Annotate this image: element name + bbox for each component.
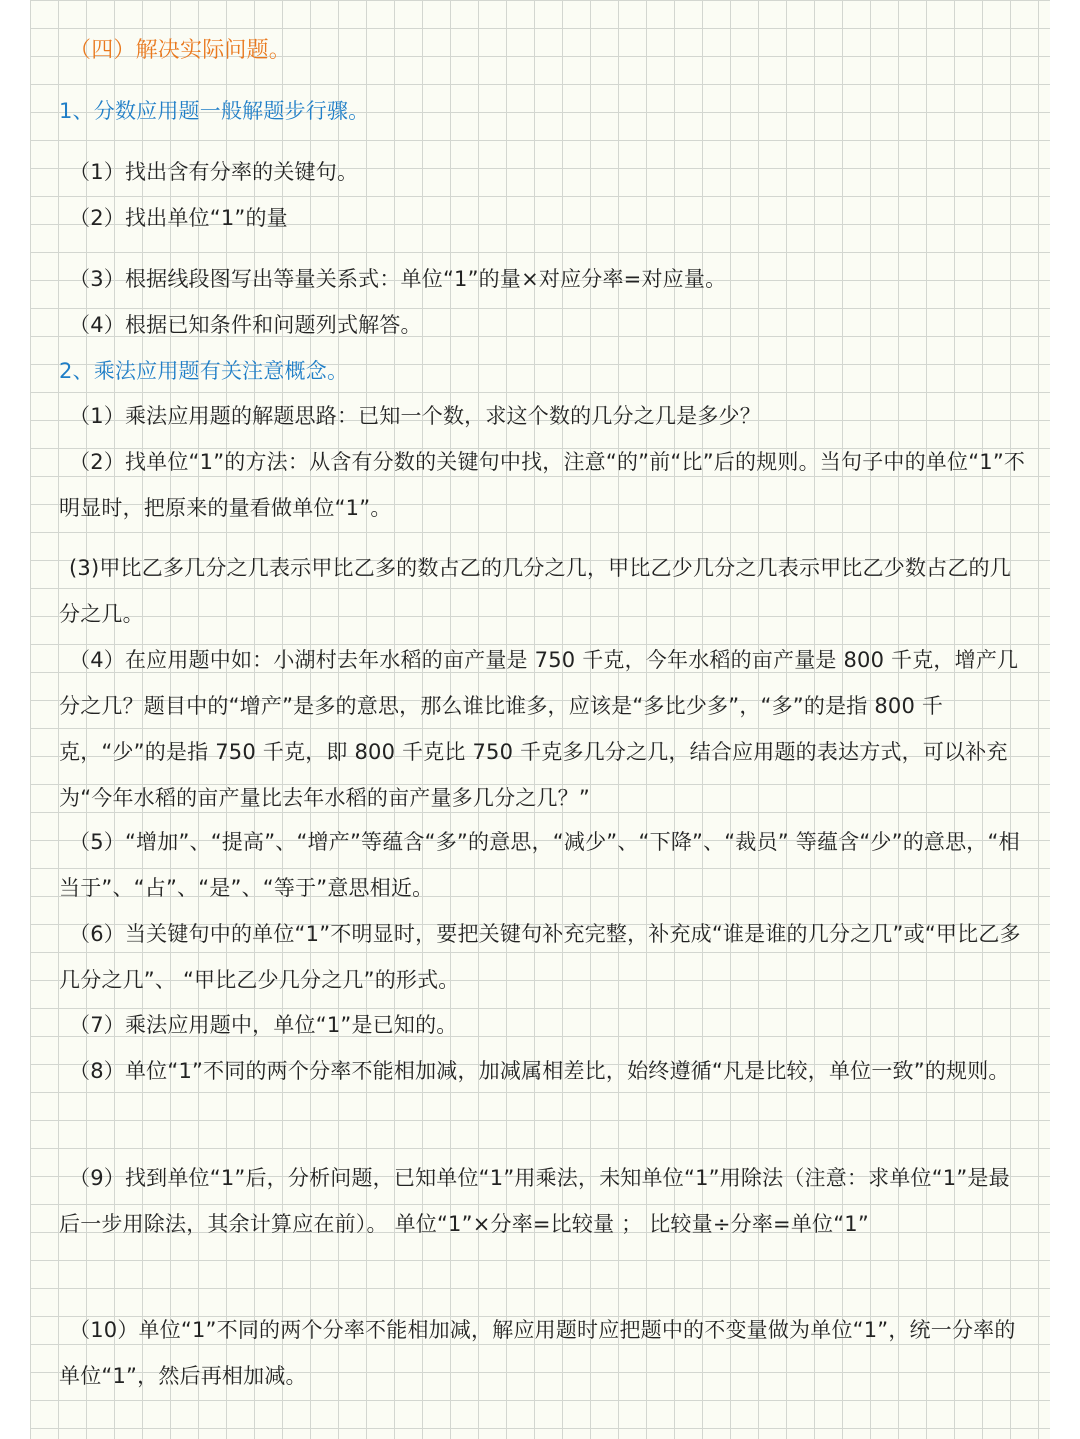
note-4: （4）在应用题中如：小湖村去年水稻的亩产量是 750 千克，今年水稻的亩产量是 800 千克，增产几分之几？题目中的“增产”是多的意思，那么谁比谁多，应该是“多比少多”，“多”的是指 800 千克，“少”的是指 750 千克，即 800 千克比 750 千克多几分之几，结合应用题的表达方式，可以补充为“今年水稻的亩产量比去年水稻的亩产量多几分之几？” bbox=[59, 648, 1019, 810]
heading-fraction-steps: 1、分数应用题一般解题步行骤。 bbox=[59, 99, 370, 123]
note-10: （10）单位“1”不同的两个分率不能相加减，解应用题时应把题中的不变量做为单位“1”，统一分率的单位“1”，然后再相加减。 bbox=[59, 1318, 1016, 1388]
heading-multiplication-notes: 2、乘法应用题有关注意概念。 bbox=[59, 359, 349, 383]
note-2: （2）找单位“1”的方法：从含有分数的关键句中找，注意“的”前“比”后的规则。当句子中的单位“1”不明显时，把原来的量看做单位“1”。 bbox=[59, 450, 1026, 520]
note-3: (3)甲比乙多几分之几表示甲比乙多的数占乙的几分之几，甲比乙少几分之几表示甲比乙少数占乙的几分之几。 bbox=[59, 556, 1011, 626]
note-9: （9）找到单位“1”后，分析问题，已知单位“1”用乘法，未知单位“1”用除法（注意：求单位“1”是最后一步用除法，其余计算应在前）。 单位“1”×分率=比较量 ； 比较量÷分率=单位“1” bbox=[59, 1166, 1010, 1236]
step-3: （3）根据线段图写出等量关系式：单位“1”的量×对应分率=对应量。 bbox=[69, 267, 727, 291]
note-6: （6）当关键句中的单位“1”不明显时，要把关键句补充完整，补充成“谁是谁的几分之几”或“甲比乙多几分之几”、 “甲比乙少几分之几”的形式。 bbox=[59, 922, 1021, 992]
step-2: （2）找出单位“1”的量 bbox=[69, 206, 288, 230]
step-4: （4）根据已知条件和问题列式解答。 bbox=[69, 313, 422, 337]
step-1: （1）找出含有分率的关键句。 bbox=[69, 160, 359, 184]
note-1: （1）乘法应用题的解题思路：已知一个数，求这个数的几分之几是多少？ bbox=[69, 404, 761, 428]
note-7: （7）乘法应用题中，单位“1”是已知的。 bbox=[69, 1013, 458, 1037]
note-8: （8）单位“1”不同的两个分率不能相加减，加减属相差比，始终遵循“凡是比较，单位一致”的规则。 bbox=[69, 1059, 1010, 1083]
note-5: （5）“增加”、“提高”、“增产”等蕴含“多”的意思，“减少”、“下降”、“裁员” 等蕴含“少”的意思，“相当于”、“占”、“是”、“等于”意思相近。 bbox=[59, 830, 1020, 900]
section-title: （四）解决实际问题。 bbox=[69, 38, 292, 63]
grid-paper bbox=[30, 0, 1050, 1439]
